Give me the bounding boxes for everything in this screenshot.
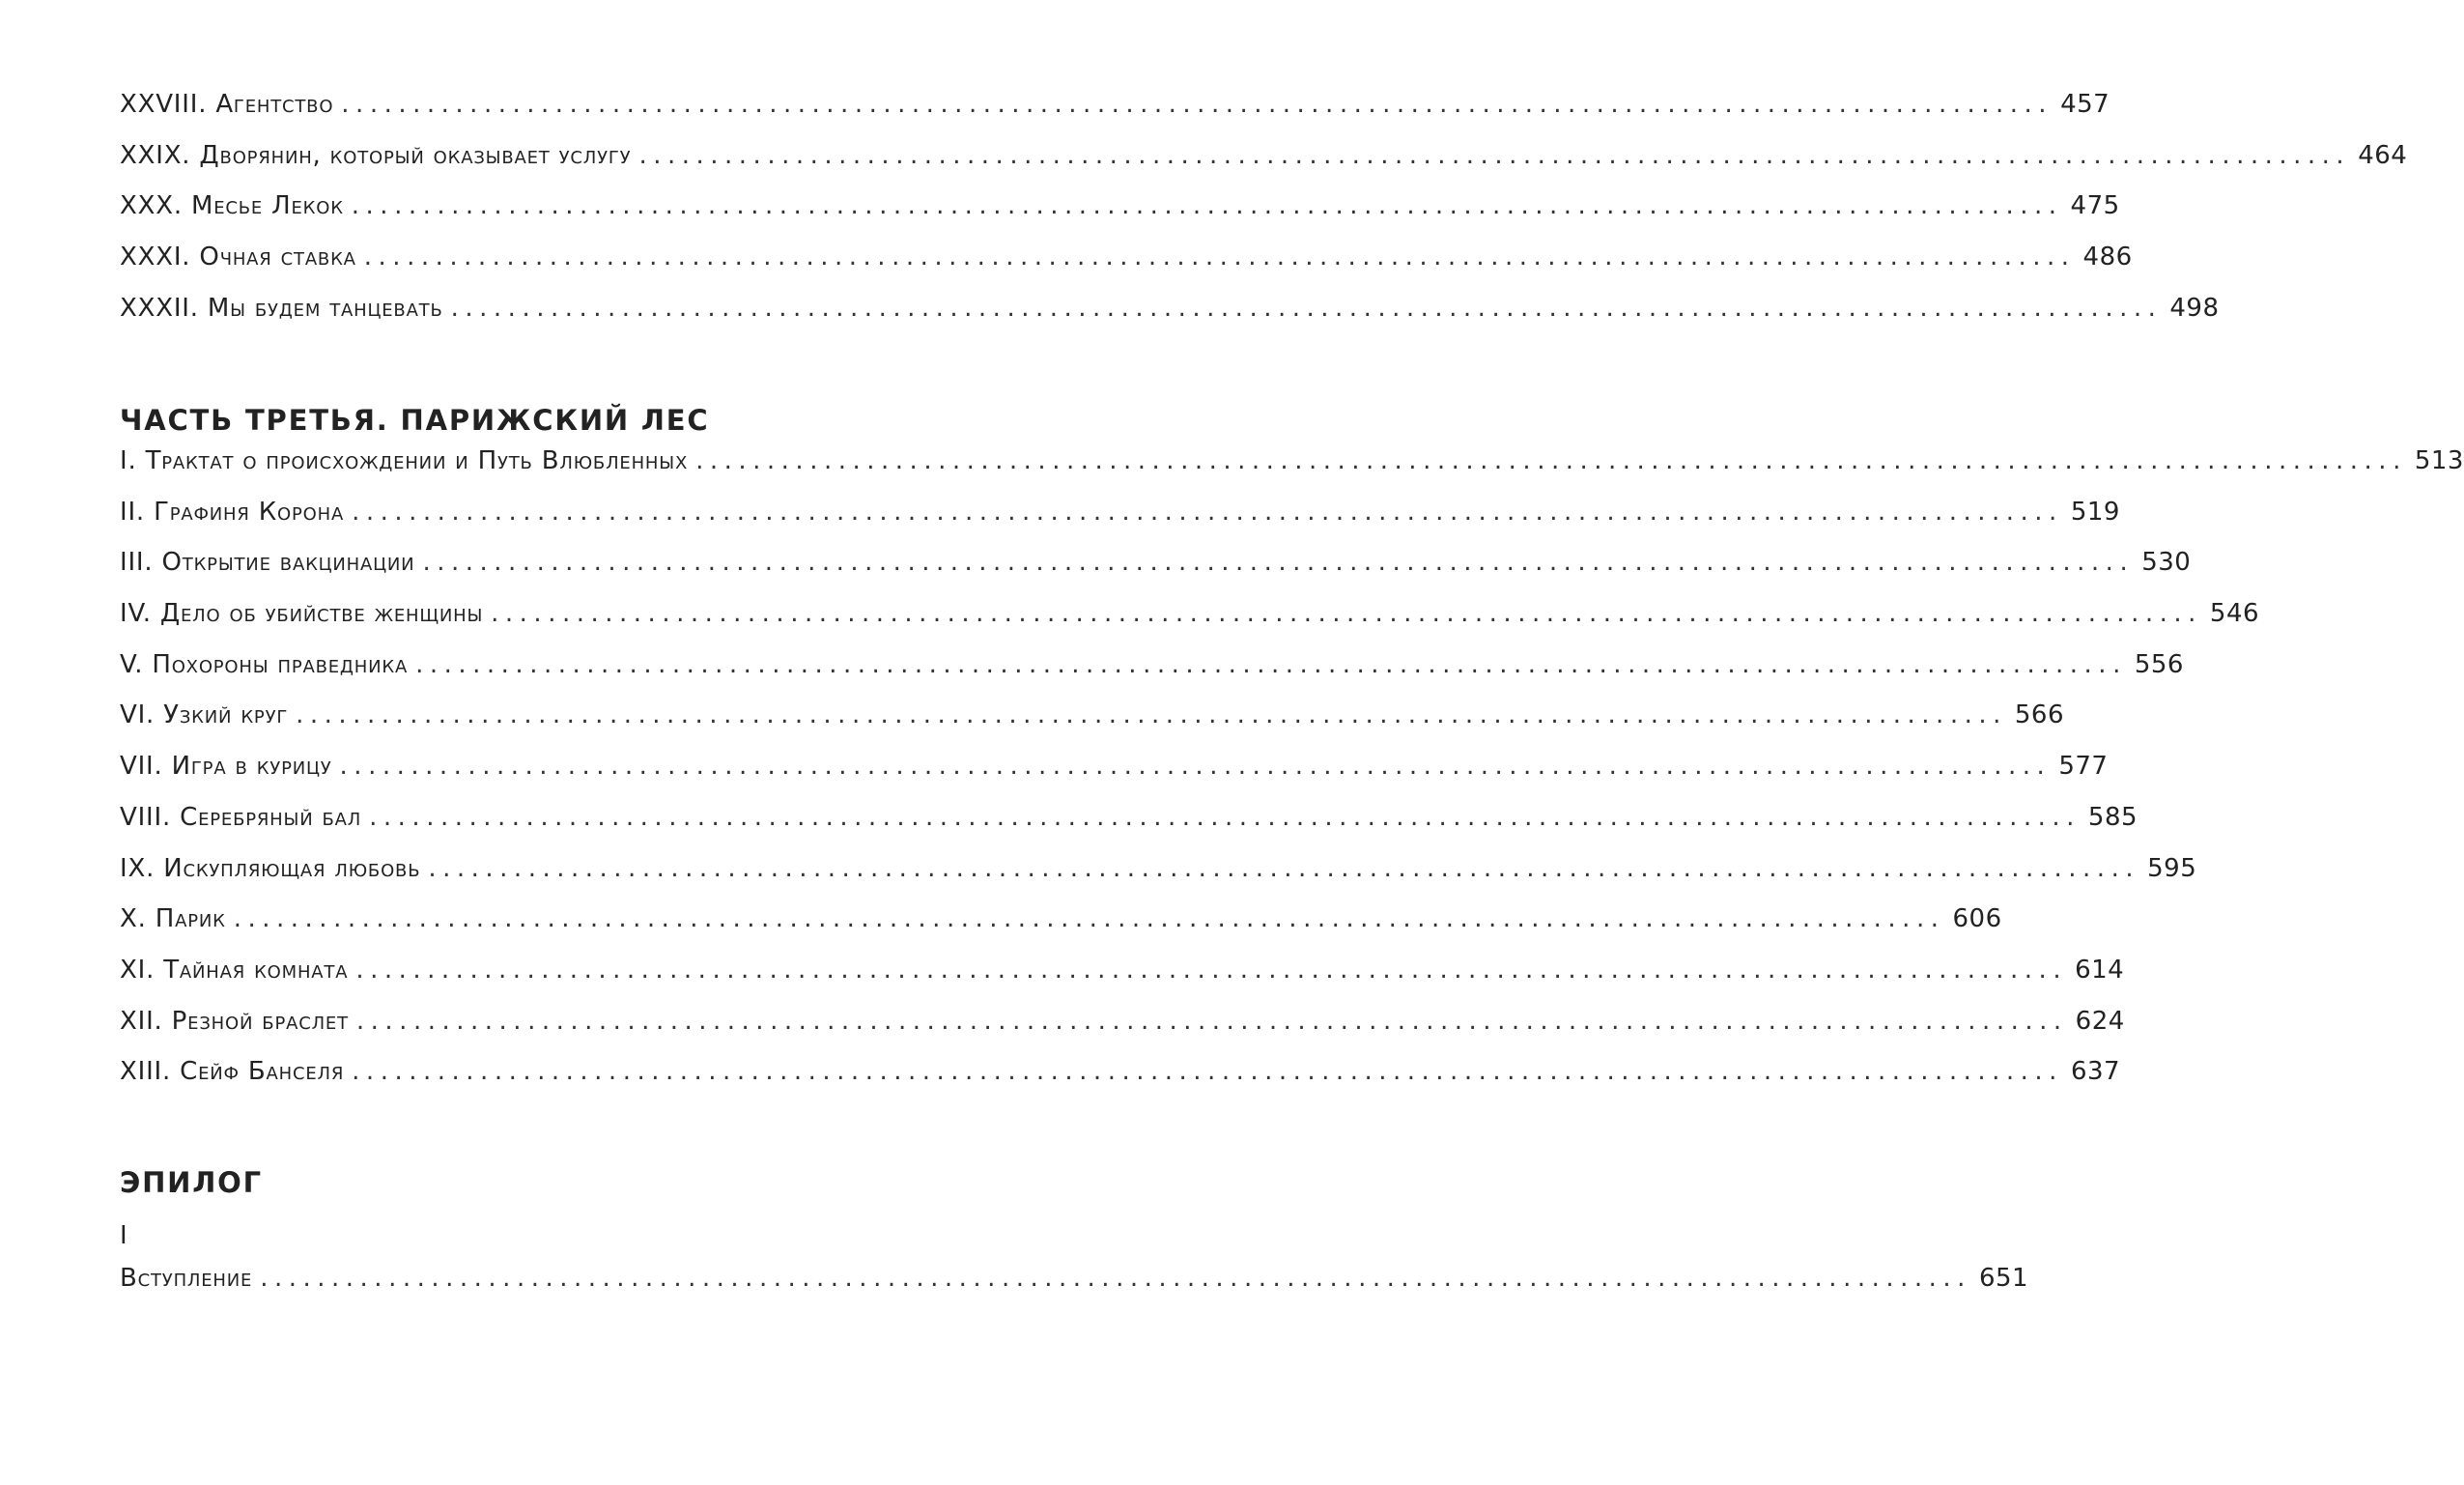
dot-leader: ........................................................................................................................ — [339, 752, 2052, 782]
entry-page-number: 530 — [2141, 548, 2192, 578]
entry-page-number: 457 — [2060, 90, 2110, 119]
entry-page-number: 651 — [1978, 1264, 2029, 1293]
entry-title: V. Похороны праведника — [120, 649, 409, 679]
dot-leader: ........................................................................................................................ — [428, 853, 2140, 883]
dot-leader: ........................................................................................................................ — [415, 649, 2127, 679]
entry-page-number: 464 — [2358, 140, 2408, 170]
dot-leader: ........................................................................................................................ — [369, 802, 2081, 832]
entry-title: I. Трактат о происхождении и Путь Влюбленных — [120, 446, 689, 475]
toc-entry — [120, 1264, 2029, 1315]
toc-entry — [120, 599, 2260, 650]
dot-leader: ........................................................................................................................ — [638, 140, 2351, 170]
entry-page-number: 519 — [2070, 497, 2120, 527]
part-two-entries — [120, 90, 2408, 344]
entry-title: VII. Игра в курицу — [120, 752, 332, 782]
entry-page-number: 595 — [2147, 853, 2197, 883]
toc-entry — [120, 497, 2120, 549]
dot-leader: ........................................................................................................................ — [363, 243, 2076, 272]
entry-page-number: 624 — [2075, 1006, 2125, 1036]
toc-entry — [120, 752, 2109, 803]
toc-entry — [120, 700, 2065, 752]
entry-title: IX. Искупляющая любовь — [120, 853, 421, 883]
toc-entry — [120, 904, 2002, 956]
entry-title: X. Парик — [120, 904, 226, 934]
entry-page-number: 637 — [2070, 1057, 2121, 1087]
entry-page-number: 585 — [2087, 802, 2138, 832]
dot-leader: ........................................................................................................................ — [450, 293, 2163, 323]
dot-leader: ........................................................................................................................ — [355, 955, 2068, 985]
dot-leader: ........................................................................................................................ — [352, 1057, 2063, 1087]
entry-page-number: 498 — [2169, 293, 2220, 323]
entry-page-number: 546 — [2209, 599, 2260, 629]
toc-entry — [120, 853, 2197, 905]
dot-leader: ........................................................................................................................ — [491, 599, 2202, 629]
toc-entry — [120, 446, 2464, 498]
entry-title: Вступление — [120, 1264, 253, 1293]
dot-leader: ........................................................................................................................ — [352, 497, 2063, 527]
entry-title: VI. Узкий круг — [120, 700, 289, 730]
entry-page-number: 614 — [2075, 955, 2125, 985]
part-three-entries — [120, 446, 2464, 1108]
entry-title: XII. Резной браслет — [120, 1006, 349, 1036]
toc-entry — [120, 802, 2138, 854]
toc-entry — [120, 293, 2220, 345]
toc-entry — [120, 191, 2120, 243]
dot-leader: ........................................................................................................................ — [341, 90, 2053, 119]
entry-page-number: 606 — [1952, 904, 2002, 934]
entry-title: XXXI. Очная ставка — [120, 243, 356, 272]
entry-page-number: 475 — [2070, 191, 2120, 221]
dot-leader: ........................................................................................................................ — [422, 548, 2135, 578]
dot-leader: ........................................................................................................................ — [296, 700, 2007, 730]
dot-leader: ........................................................................................................................ — [695, 446, 2407, 475]
toc-entry — [120, 1006, 2125, 1058]
dot-leader: ........................................................................................................................ — [260, 1264, 1971, 1293]
toc-entry — [120, 548, 2192, 599]
epilogue-section-label: I — [120, 1221, 127, 1250]
entry-title: XXX. Месье Лекок — [120, 191, 344, 221]
dot-leader: ........................................................................................................................ — [355, 1006, 2068, 1036]
entry-page-number: 513 — [2414, 446, 2464, 475]
entry-title: III. Открытие вакцинации — [120, 548, 415, 578]
entry-title: XXIX. Дворянин, который оказывает услугу — [120, 140, 632, 170]
toc-entry — [120, 140, 2408, 192]
toc-entry — [120, 649, 2184, 701]
toc-entry — [120, 90, 2110, 141]
toc-entry — [120, 1057, 2121, 1108]
epilogue-entries — [120, 1264, 2029, 1315]
toc-entry — [120, 243, 2133, 294]
entry-title: XXXII. Мы будем танцевать — [120, 293, 443, 323]
entry-title: IV. Дело об убийстве женщины — [120, 599, 484, 629]
entry-page-number: 577 — [2058, 752, 2109, 782]
entry-title: XXVIII. Агентство — [120, 90, 334, 119]
epilogue-heading: ЭПИЛОГ — [120, 1166, 263, 1199]
entry-title: VIII. Серебряный бал — [120, 802, 362, 832]
dot-leader: ........................................................................................................................ — [233, 904, 1945, 934]
dot-leader: ........................................................................................................................ — [351, 191, 2063, 221]
entry-title: II. Графиня Корона — [120, 497, 345, 527]
entry-title: XIII. Сейф Банселя — [120, 1057, 345, 1087]
entry-title: XI. Тайная комната — [120, 955, 349, 985]
toc-entry — [120, 955, 2125, 1007]
entry-page-number: 486 — [2082, 243, 2133, 272]
entry-page-number: 556 — [2134, 649, 2184, 679]
part-three-heading: ЧАСТЬ ТРЕТЬЯ. ПАРИЖСКИЙ ЛЕС — [120, 404, 710, 437]
entry-page-number: 566 — [2014, 700, 2065, 730]
